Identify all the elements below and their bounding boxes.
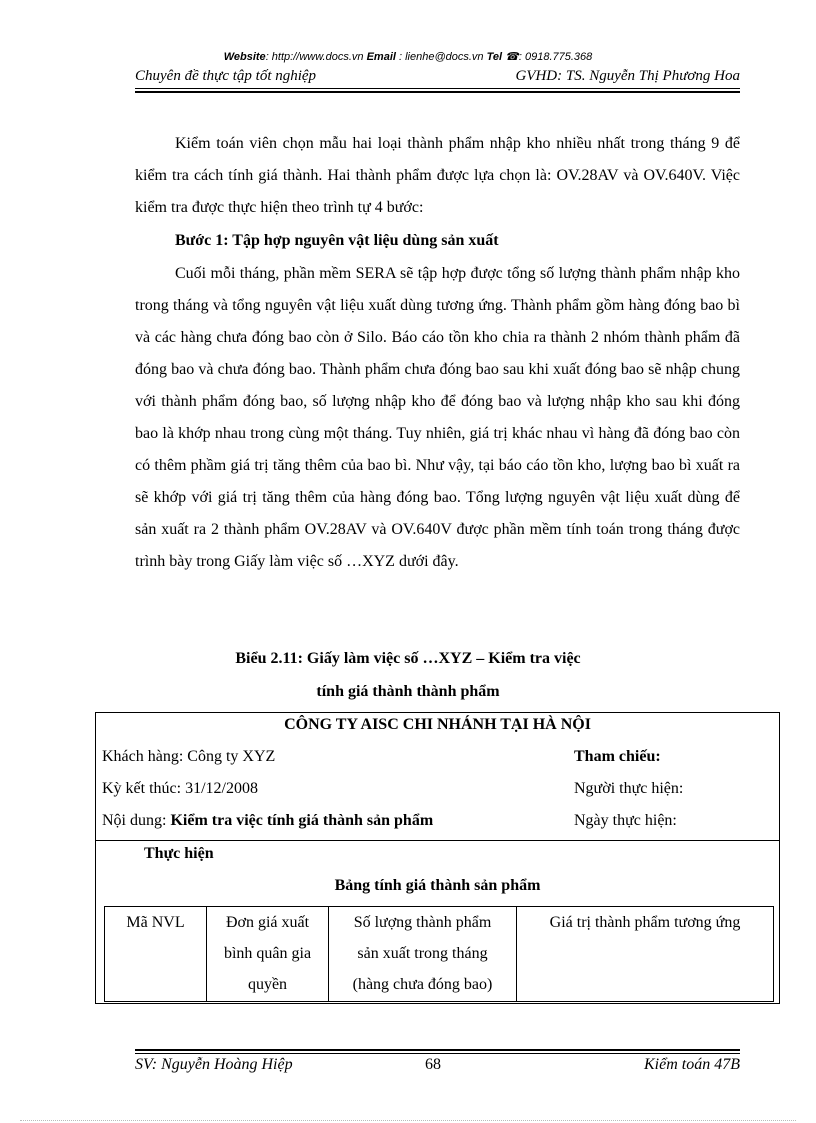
website-line bbox=[0, 50, 816, 63]
tel-label: Tel bbox=[486, 51, 503, 63]
email-value: : lienhe@docs.vn bbox=[399, 51, 484, 63]
footer-rule-thin bbox=[135, 1053, 740, 1054]
header-rule-thin bbox=[135, 88, 740, 89]
cost-table bbox=[104, 906, 774, 1002]
website-value: : http://www.docs.vn bbox=[265, 51, 364, 63]
paragraph-intro: Kiểm toán viên chọn mẫu hai loại thành phẩm nhập kho nhiều nhất trong tháng 9 để kiểm tra cách tính giá thành. Hai thành phẩm được lựa chọn là: OV.28AV và OV.640V. Việc kiểm tra được thực hiện theo trình tự 4 bước: bbox=[135, 135, 740, 216]
col-quantity: Số lượng thành phẩm sản xuất trong tháng (hàng chưa đóng bao) bbox=[329, 907, 517, 1002]
section-label: Thực hiện bbox=[144, 845, 214, 862]
footer-student: SV: Nguyễn Hoàng Hiệp bbox=[135, 1056, 293, 1073]
workpaper-separator bbox=[95, 840, 780, 841]
table-header-row bbox=[105, 907, 774, 1002]
client-label: Khách hàng: Công ty XYZ bbox=[102, 748, 276, 765]
footer-class: Kiểm toán 47B bbox=[644, 1056, 740, 1073]
performer-label: Người thực hiện: bbox=[574, 780, 684, 797]
tel-value: : 0918.775.368 bbox=[518, 51, 593, 63]
col-material-code: Mã NVL bbox=[105, 907, 207, 1002]
caption-line-1: Biểu 2.11: Giấy làm việc số …XYZ – Kiểm tra việc bbox=[235, 650, 581, 667]
header-rule-thick bbox=[135, 91, 740, 93]
footer-page-number: 68 bbox=[425, 1056, 441, 1073]
page-bottom-dots bbox=[20, 1120, 796, 1121]
content-prefix: Nội dung: bbox=[102, 812, 171, 829]
date-label: Ngày thực hiện: bbox=[574, 812, 677, 829]
step-1-heading: Bước 1: Tập hợp nguyên vật liệu dùng sản xuất bbox=[175, 232, 499, 249]
email-label: Email bbox=[366, 51, 396, 63]
header-title-right: GVHD: TS. Nguyễn Thị Phương Hoa bbox=[515, 68, 740, 84]
header-title-left: Chuyên đề thực tập tốt nghiệp bbox=[135, 68, 317, 84]
period-label: Kỳ kết thúc: 31/12/2008 bbox=[102, 780, 258, 797]
col-unit-price: Đơn giá xuất bình quân gia quyền bbox=[207, 907, 329, 1002]
phone-icon: ☎ bbox=[505, 51, 519, 63]
reference-label: Tham chiếu: bbox=[574, 748, 661, 765]
content-line bbox=[102, 812, 433, 830]
footer-rule-thick bbox=[135, 1049, 740, 1051]
caption-line-2: tính giá thành thành phẩm bbox=[316, 683, 500, 700]
table-title: Bảng tính giá thành sản phẩm bbox=[334, 877, 541, 894]
paragraph-step-1: Cuối mỗi tháng, phần mềm SERA sẽ tập hợp được tổng số lượng thành phẩm nhập kho trong tháng và tổng nguyên vật liệu xuất dùng tương ứng. Thành phẩm gồm hàng đóng bao bì và các hàng chưa đóng bao còn ở Silo. Báo cáo tồn kho chia ra thành 2 nhóm thành phẩm đã đóng bao và chưa đóng bao. Thành phẩm chưa đóng bao sau khi xuất đóng bao sẽ nhập chung với thành phẩm đóng bao, số lượng nhập kho để đóng bao và lượng nhập kho sau khi đóng bao là khớp nhau trong cùng một tháng. Tuy nhiên, giá trị khác nhau vì hàng đã đóng bao còn có thêm phầm giá trị tăng thêm của bao bì. Như vậy, tại báo cáo tồn kho, lượng bao bì xuất ra sẽ khớp với giá trị tăng thêm của hàng đóng bao. Tổng lượng nguyên vật liệu xuất dùng để sản xuất ra 2 thành phẩm OV.28AV và OV.640V được phần mềm tính toán trong tháng được trình bày trong Giấy làm việc số …XYZ dưới đây. bbox=[135, 265, 740, 570]
website-label: Website bbox=[223, 51, 266, 63]
content-value: Kiểm tra việc tính giá thành sản phẩm bbox=[170, 812, 434, 829]
col-value: Giá trị thành phẩm tương ứng bbox=[517, 907, 774, 1002]
company-name: CÔNG TY AISC CHI NHÁNH TẠI HÀ NỘI bbox=[284, 716, 591, 733]
